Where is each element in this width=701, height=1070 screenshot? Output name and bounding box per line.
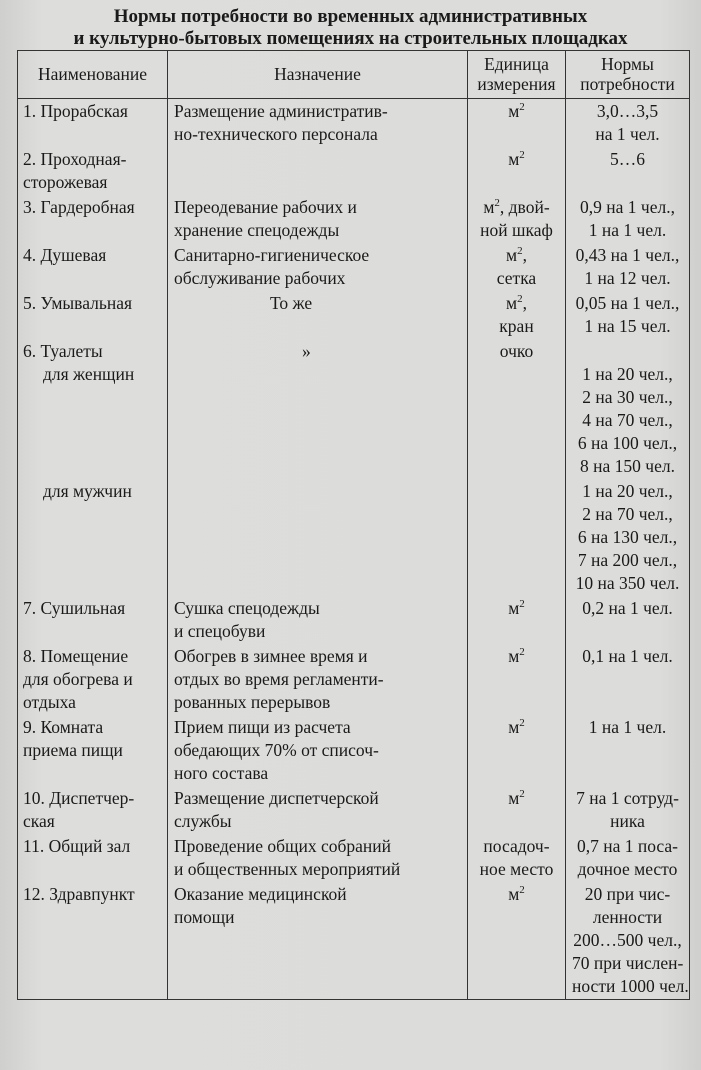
norm-line bbox=[572, 340, 683, 363]
unit-line: $м^2$ bbox=[508, 788, 525, 808]
purpose-line: обедающих 70% от списоч- bbox=[174, 740, 379, 760]
table-row bbox=[18, 786, 690, 834]
norms-table bbox=[17, 50, 690, 1000]
norm-line: 5…6 bbox=[610, 149, 645, 169]
name-line: 9. Комната bbox=[23, 717, 104, 737]
name-line: 2. Проходная- bbox=[23, 149, 127, 169]
cell-purpose bbox=[168, 479, 468, 596]
name-line: сторожевая bbox=[23, 172, 108, 192]
norm-line: 1 на 12 чел. bbox=[584, 268, 671, 288]
norm-line: 6 на 100 чел., bbox=[577, 433, 678, 453]
cell-purpose bbox=[168, 644, 468, 715]
name-line: ская bbox=[23, 811, 55, 831]
cell-purpose bbox=[168, 291, 468, 339]
cell-name bbox=[18, 786, 168, 834]
name-line: 1. Прорабская bbox=[23, 101, 128, 121]
unit-line bbox=[474, 480, 559, 503]
name-line: для женщин bbox=[43, 364, 135, 384]
table-title bbox=[0, 6, 701, 50]
name-line: 12. Здравпункт bbox=[23, 884, 135, 904]
norm-line: 8 на 150 чел. bbox=[580, 456, 675, 476]
unit-line: $м^2$, двой- bbox=[483, 197, 550, 217]
cell-purpose bbox=[168, 147, 468, 195]
cell-purpose bbox=[168, 99, 468, 148]
norm-line: 1 на 15 чел. bbox=[584, 316, 671, 336]
purpose-line: Обогрев в зимнее время и bbox=[174, 646, 368, 666]
norm-line: 1 на 1 чел. bbox=[588, 220, 667, 240]
norm-line: 3,0…3,5 bbox=[596, 101, 659, 121]
unit-line: ное место bbox=[479, 859, 554, 879]
unit-line: посадоч- bbox=[483, 836, 550, 856]
header-unit-line-2: измерения bbox=[477, 74, 556, 94]
cell-unit bbox=[468, 715, 566, 786]
cell-name bbox=[18, 99, 168, 148]
purpose-line: Проведение общих собраний bbox=[174, 836, 392, 856]
cell-norm bbox=[566, 882, 690, 1000]
cell-unit bbox=[468, 882, 566, 1000]
norm-line: 70 при числен- bbox=[572, 953, 684, 973]
cell-purpose bbox=[168, 596, 468, 644]
cell-purpose bbox=[168, 243, 468, 291]
purpose-line: обслуживание рабочих bbox=[174, 268, 346, 288]
norm-line: 7 на 1 сотруд- bbox=[576, 788, 679, 808]
table-row bbox=[18, 715, 690, 786]
purpose-line: службы bbox=[174, 811, 232, 831]
cell-norm bbox=[566, 715, 690, 786]
purpose-line: но-технического персонала bbox=[174, 124, 378, 144]
cell-name bbox=[18, 339, 168, 479]
norm-line: 10 на 350 чел. bbox=[575, 573, 680, 593]
purpose-line: хранение спецодежды bbox=[174, 220, 340, 240]
norm-line: ности 1000 чел. bbox=[572, 976, 689, 996]
header-purpose: Назначение bbox=[168, 51, 468, 99]
cell-unit bbox=[468, 786, 566, 834]
norm-line: 0,9 на 1 чел., bbox=[580, 197, 675, 217]
cell-norm bbox=[566, 339, 690, 479]
cell-name bbox=[18, 715, 168, 786]
purpose-line: Размещение административ- bbox=[174, 101, 388, 121]
cell-name bbox=[18, 644, 168, 715]
cell-norm bbox=[566, 243, 690, 291]
cell-purpose bbox=[168, 715, 468, 786]
cell-purpose bbox=[168, 195, 468, 243]
norm-line: 4 на 70 чел., bbox=[582, 410, 673, 430]
norm-line: 2 на 30 чел., bbox=[582, 387, 673, 407]
unit-line: кран bbox=[499, 316, 534, 336]
cell-norm bbox=[566, 834, 690, 882]
norm-line: 1 на 1 чел. bbox=[588, 717, 667, 737]
cell-name bbox=[18, 291, 168, 339]
name-line: 11. Общий зал bbox=[23, 836, 131, 856]
norm-line: 0,05 на 1 чел., bbox=[575, 293, 680, 313]
cell-name bbox=[18, 195, 168, 243]
cell-unit bbox=[468, 147, 566, 195]
cell-name bbox=[18, 479, 168, 596]
norm-line: 1 на 20 чел., bbox=[582, 481, 673, 501]
title-line-2: и культурно-бытовых помещениях на строительных площадках bbox=[73, 28, 628, 49]
name-line: приема пищи bbox=[23, 740, 123, 760]
norm-line: дочное место bbox=[577, 859, 678, 879]
cell-unit bbox=[468, 291, 566, 339]
cell-purpose bbox=[168, 882, 468, 1000]
norm-line: 2 на 70 чел., bbox=[582, 504, 673, 524]
unit-line: $м^2$ bbox=[508, 149, 525, 169]
purpose-line: отдых во время регламенти- bbox=[174, 669, 384, 689]
unit-line: $м^2$ bbox=[508, 884, 525, 904]
purpose-line: Оказание медицинской bbox=[174, 884, 347, 904]
table-row bbox=[18, 291, 690, 339]
name-line: отдыха bbox=[23, 692, 76, 712]
cell-norm bbox=[566, 596, 690, 644]
header-name: Наименование bbox=[18, 51, 168, 99]
cell-name bbox=[18, 147, 168, 195]
purpose-line: Переодевание рабочих и bbox=[174, 197, 357, 217]
cell-norm bbox=[566, 195, 690, 243]
table-row bbox=[18, 479, 690, 596]
purpose-line: и спецобуви bbox=[174, 621, 266, 641]
cell-norm bbox=[566, 147, 690, 195]
cell-norm bbox=[566, 786, 690, 834]
cell-unit bbox=[468, 834, 566, 882]
purpose-line: То же bbox=[270, 293, 313, 313]
cell-unit bbox=[468, 243, 566, 291]
purpose-line bbox=[174, 480, 461, 503]
norm-line: 0,43 на 1 чел., bbox=[575, 245, 680, 265]
table-row bbox=[18, 882, 690, 1000]
title-line-1: Нормы потребности во временных административных bbox=[113, 6, 588, 27]
norm-line: ника bbox=[610, 811, 645, 831]
cell-norm bbox=[566, 291, 690, 339]
purpose-line: помощи bbox=[174, 907, 235, 927]
norm-line: 0,1 на 1 чел. bbox=[582, 646, 673, 666]
norm-line: 20 при чис- bbox=[584, 884, 671, 904]
cell-norm bbox=[566, 644, 690, 715]
norm-line: 200…500 чел., bbox=[573, 930, 682, 950]
name-line: 10. Диспетчер- bbox=[23, 788, 135, 808]
norm-line: ленности bbox=[592, 907, 663, 927]
name-line: для обогрева и bbox=[23, 669, 133, 689]
cell-name bbox=[18, 882, 168, 1000]
unit-line: ной шкаф bbox=[480, 220, 553, 240]
purpose-line: Прием пищи из расчета bbox=[174, 717, 351, 737]
purpose-line: ного состава bbox=[174, 763, 269, 783]
cell-norm bbox=[566, 99, 690, 148]
header-norm-line-1: Нормы bbox=[601, 54, 654, 74]
cell-norm bbox=[566, 479, 690, 596]
table-row bbox=[18, 195, 690, 243]
cell-purpose bbox=[168, 339, 468, 479]
purpose-line bbox=[174, 148, 461, 171]
purpose-line: рованных перерывов bbox=[174, 692, 331, 712]
cell-unit bbox=[468, 644, 566, 715]
table-row bbox=[18, 596, 690, 644]
name-line: 7. Сушильная bbox=[23, 598, 126, 618]
norm-line: 0,2 на 1 чел. bbox=[582, 598, 673, 618]
cell-purpose bbox=[168, 786, 468, 834]
cell-unit bbox=[468, 99, 566, 148]
norm-line: 1 на 20 чел., bbox=[582, 364, 673, 384]
name-line: 5. Умывальная bbox=[23, 293, 133, 313]
unit-line: $м^2$ bbox=[508, 717, 525, 737]
cell-unit bbox=[468, 195, 566, 243]
cell-name bbox=[18, 243, 168, 291]
table-row bbox=[18, 99, 690, 148]
unit-line: сетка bbox=[496, 268, 537, 288]
cell-name bbox=[18, 834, 168, 882]
purpose-line: Санитарно-гигиеническое bbox=[174, 245, 370, 265]
unit-line: $м^2$, bbox=[506, 245, 527, 265]
purpose-line: » bbox=[302, 341, 311, 361]
name-line: 4. Душевая bbox=[23, 245, 107, 265]
purpose-line: Сушка спецодежды bbox=[174, 598, 320, 618]
norm-line: на 1 чел. bbox=[595, 124, 660, 144]
norm-line: 6 на 130 чел., bbox=[577, 527, 678, 547]
norm-line: 7 на 200 чел., bbox=[577, 550, 678, 570]
cell-purpose bbox=[168, 834, 468, 882]
cell-name bbox=[18, 596, 168, 644]
header-unit bbox=[468, 51, 566, 99]
cell-unit bbox=[468, 339, 566, 479]
unit-line: $м^2$ bbox=[508, 101, 525, 121]
table-row bbox=[18, 834, 690, 882]
unit-line: очко bbox=[499, 341, 534, 361]
header-row bbox=[18, 51, 690, 99]
cell-unit bbox=[468, 479, 566, 596]
name-line: для мужчин bbox=[43, 481, 132, 501]
table-row bbox=[18, 147, 690, 195]
purpose-line: и общественных мероприятий bbox=[174, 859, 401, 879]
table-row bbox=[18, 339, 690, 479]
purpose-line: Размещение диспетчерской bbox=[174, 788, 379, 808]
unit-line: $м^2$ bbox=[508, 598, 525, 618]
header-norm bbox=[566, 51, 690, 99]
name-line: 3. Гардеробная bbox=[23, 197, 135, 217]
norm-line: 0,7 на 1 поса- bbox=[576, 836, 678, 856]
table-row bbox=[18, 243, 690, 291]
table-body bbox=[18, 99, 690, 1000]
table-row bbox=[18, 644, 690, 715]
name-line: 6. Туалеты bbox=[23, 341, 103, 361]
cell-unit bbox=[468, 596, 566, 644]
name-line: 8. Помещение bbox=[23, 646, 129, 666]
header-norm-line-2: потребности bbox=[580, 74, 675, 94]
unit-line: $м^2$ bbox=[508, 646, 525, 666]
header-unit-line-1: Единица bbox=[484, 54, 549, 74]
unit-line: $м^2$, bbox=[506, 293, 527, 313]
